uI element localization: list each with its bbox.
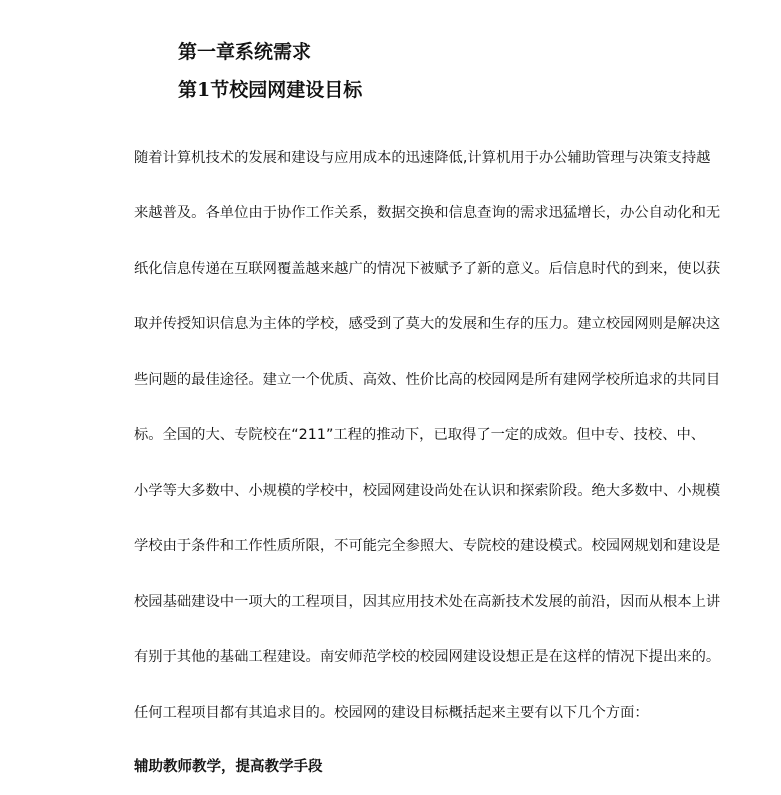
subheading: 辅助教师教学，提高教学手段: [134, 758, 323, 775]
body-line: 取并传授知识信息为主体的学校，感受到了莫大的发展和生存的压力。建立校园网则是解决这: [134, 316, 721, 332]
body-line: 学校由于条件和工作性质所限，不可能完全参照大、专院校的建设模式。校园网规划和建设是: [134, 538, 721, 554]
chapter-title: 第一章系统需求: [178, 41, 312, 63]
body-line: 小学等大多数中、小规模的学校中，校园网建设尚处在认识和探索阶段。绝大多数中、小规模: [134, 483, 721, 499]
body-line: 标。全国的大、专院校在“211”工程的推动下，已取得了一定的成效。但中专、技校、中、: [134, 427, 706, 443]
body-line: 些问题的最佳途径。建立一个优质、高效、性价比高的校园网是所有建网学校所追求的共同目: [134, 372, 721, 388]
body-line: 有别于其他的基础工程建设。南安师范学校的校园网建设设想正是在这样的情况下提出来的。: [134, 649, 721, 665]
body-line: 来越普及。各单位由于协作工作关系，数据交换和信息查询的需求迅猛增长，办公自动化和无: [134, 205, 721, 221]
body-line: 随着计算机技术的发展和建设与应用成本的迅速降低,计算机用于办公辅助管理与决策支持越: [134, 150, 711, 166]
body-line: 校园基础建设中一项大的工程项目，因其应用技术处在高新技术发展的前沿，因而从根本上讲: [134, 594, 721, 610]
body-line: 任何工程项目都有其追求目的。校园网的建设目标概括起来主要有以下几个方面：: [134, 705, 649, 721]
section-title: 第1节校园网建设目标: [178, 79, 363, 101]
body-line: 纸化信息传递在互联网覆盖越来越广的情况下被赋予了新的意义。后信息时代的到来，使以获: [134, 261, 721, 277]
